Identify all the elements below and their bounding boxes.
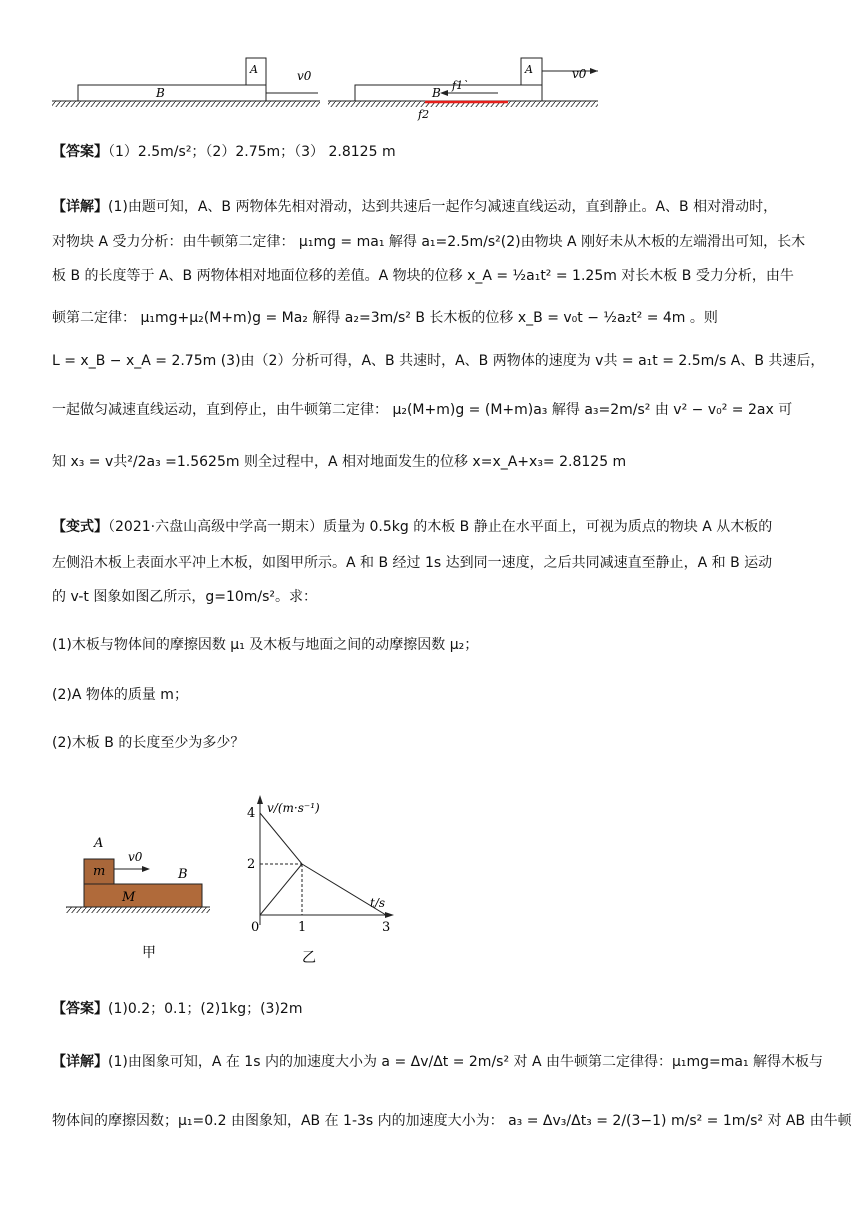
tick-x-3: 3 xyxy=(382,920,391,935)
question-3: (2)木板 B 的长度至少为多少？ xyxy=(52,735,245,751)
detail-1-line-1 xyxy=(52,197,777,217)
caption-jia: 甲 xyxy=(142,945,156,961)
answer-text: （1）2.5m/s²；（2）2.75m；（3） 2.8125 m xyxy=(108,144,396,160)
variant-line-1 xyxy=(52,517,772,537)
tick-x-1: 1 xyxy=(298,920,307,935)
label-f1: f1` xyxy=(452,79,469,92)
label-a-left: A xyxy=(250,63,258,76)
board-m xyxy=(84,884,202,907)
detail-1-line-5: L = x_B − x_A = 2.75m (3)由（2）分析可得，A、B 共速时，A、B 两物体的速度为 v共 = a₁t = 2.5m/s A、B 共速后， xyxy=(52,353,825,369)
series-line-2 xyxy=(260,864,302,915)
variant-text: （2021·六盘山高级中学高一期末）质量为 0.5kg 的木板 B 静止在水平面上，可视为质点的物块 A 从木板的 xyxy=(108,519,773,535)
label-m-small: m xyxy=(93,864,106,879)
detail-2-line-1 xyxy=(52,1052,823,1072)
figure-left xyxy=(52,58,320,107)
series-line-1 xyxy=(260,813,386,915)
detail-text: (1)由题可知，A、B 两物体先相对滑动，达到共速后一起作匀减速直线运动，直到静止。A、B 相对滑动时， xyxy=(108,199,778,215)
label-a-right: A xyxy=(525,63,533,76)
label-b-left: B xyxy=(156,86,165,100)
detail-tag: 【详解】 xyxy=(52,199,108,215)
label-b-jia: B xyxy=(178,867,188,882)
answer-2-tag: 【答案】 xyxy=(52,1001,108,1017)
label-m-big: M xyxy=(122,890,136,905)
detail-1-line-6: 一起做匀减速直线运动，直到停止，由牛顿第二定律： μ₂(M+m)g = (M+m)a₃ 解得 a₃=2m/s² 由 v² − v₀² = 2ax 可 xyxy=(52,402,793,418)
detail-1-line-2: 对物块 A 受力分析：由牛顿第二定律： μ₁mg = ma₁ 解得 a₁=2.5m/s²(2)由物块 A 刚好未从木板的左端滑出可知，长木 xyxy=(52,234,806,250)
y-axis-label: v/(m·s⁻¹) xyxy=(267,801,320,815)
detail-2-tag: 【详解】 xyxy=(52,1054,108,1070)
label-v0-left: v0 xyxy=(297,69,312,83)
question-2: (2)A 物体的质量 m； xyxy=(52,687,188,703)
answer-2-text: (1)0.2；0.1；(2)1kg；(3)2m xyxy=(108,1001,303,1017)
question-1: (1)木板与物体间的摩擦因数 μ₁ 及木板与地面之间的动摩擦因数 μ₂； xyxy=(52,637,479,653)
variant-tag: 【变式】 xyxy=(52,519,108,535)
figure-jia xyxy=(60,825,220,970)
detail-1-line-4: 顿第二定律： μ₁mg+μ₂(M+m)g = Ma₂ 解得 a₂=3m/s² B 长木板的位移 x_B = v₀t − ½a₂t² = 4m 。则 xyxy=(52,310,718,326)
tick-y-2: 2 xyxy=(247,857,256,872)
label-f2: f2 xyxy=(418,108,430,121)
label-v0-right: v0 xyxy=(572,67,587,81)
detail-1-line-3: 板 B 的长度等于 A、B 两物体相对地面位移的差值。A 物块的位移 x_A = ½a₁t² = 1.25m 对长木板 B 受力分析，由牛 xyxy=(52,268,794,284)
label-v0-jia: v0 xyxy=(128,850,143,864)
label-b-right: B xyxy=(432,86,441,100)
tick-y-4: 4 xyxy=(247,806,256,821)
answer-1 xyxy=(52,142,396,162)
detail-2-text: (1)由图象可知，A 在 1s 内的加速度大小为 a = Δv/Δt = 2m/s² 对 A 由牛顿第二定律得：μ₁mg=ma₁ 解得木板与 xyxy=(108,1054,824,1070)
board-b-left xyxy=(78,85,266,101)
answer-2 xyxy=(52,999,302,1019)
detail-2-line-2: 物体间的摩擦因数；μ₁=0.2 由图象知，AB 在 1-3s 内的加速度大小为： a₃ = Δv₃/Δt₃ = 2/(3−1) m/s² = 1m/s² 对 AB 由牛顿 xyxy=(52,1113,852,1129)
tick-origin: 0 xyxy=(251,920,260,935)
variant-line-2: 左侧沿木板上表面水平冲上木板，如图甲所示。A 和 B 经过 1s 达到同一速度，之后共同减速直至静止，A 和 B 运动 xyxy=(52,555,773,571)
figure-yi xyxy=(240,790,400,970)
figure-top xyxy=(0,0,860,130)
label-a-jia: A xyxy=(94,836,104,851)
detail-1-line-7: 知 x₃ = v共²/2a₃ =1.5625m 则全过程中，A 相对地面发生的位移 x=x_A+x₃= 2.8125 m xyxy=(52,454,627,470)
x-axis-label: t/s xyxy=(370,896,386,910)
caption-yi: 乙 xyxy=(302,950,316,966)
variant-line-3: 的 v-t 图象如图乙所示，g=10m/s²。求： xyxy=(52,589,318,605)
figure-right xyxy=(328,58,598,121)
answer-tag: 【答案】 xyxy=(52,144,108,160)
